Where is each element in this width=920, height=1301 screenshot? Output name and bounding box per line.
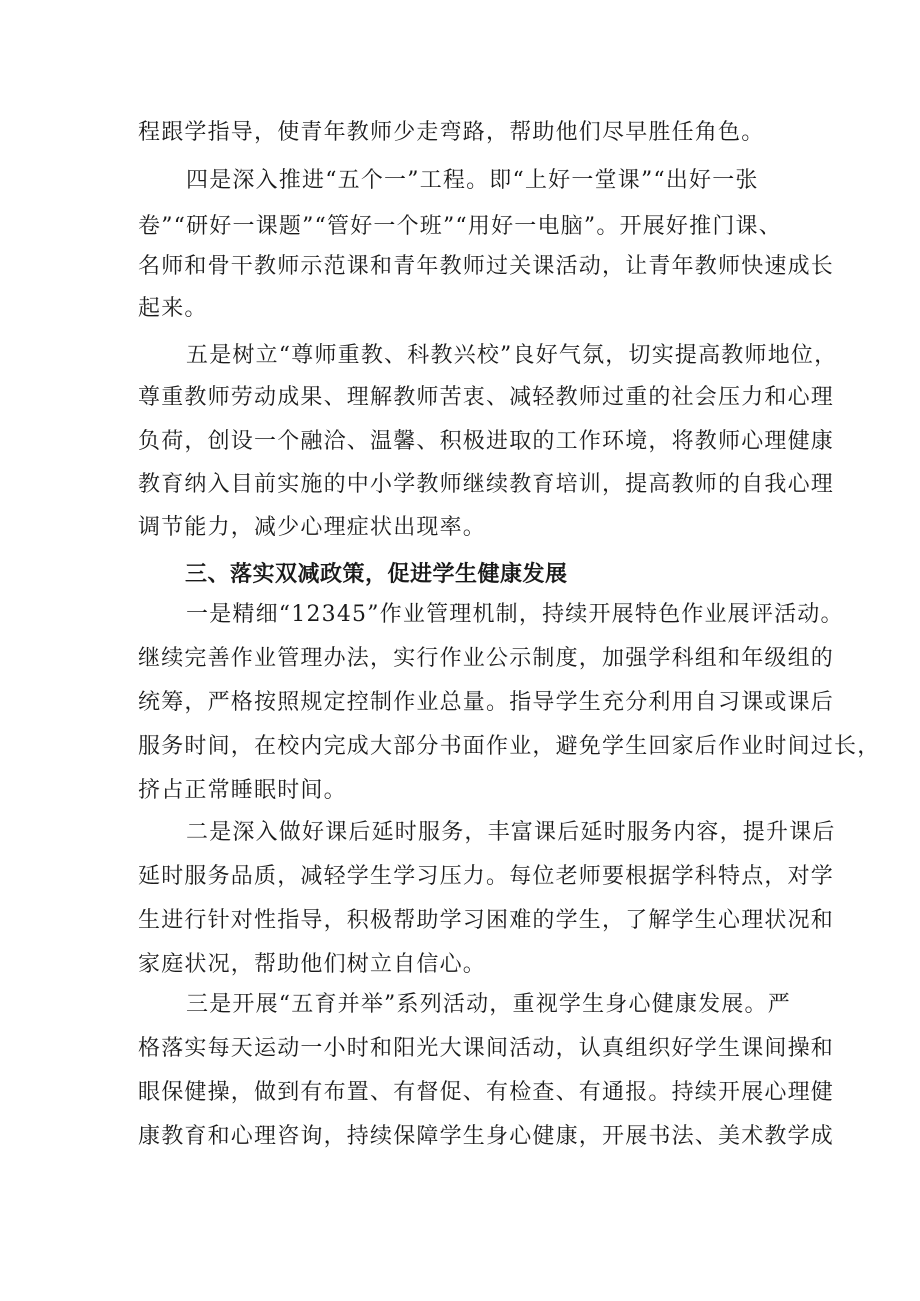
text-line: 三是开展“五育并举”系列活动，重视学生身心健康发展。严 [186, 992, 791, 1017]
text-line: 起来。 [138, 296, 208, 321]
text-line: 生进行针对性指导，积极帮助学习困难的学生，了解学生心理状况和 [138, 908, 835, 933]
text-line: 一是精细“12345”作业管理机制，持续开展特色作业展评活动。 [186, 602, 844, 627]
text-line: 挤占正常睡眠时间。 [138, 778, 347, 803]
text-line: 继续完善作业管理办法，实行作业公示制度，加强学科组和年级组的 [138, 646, 835, 671]
text-line: 负荷，创设一个融洽、温馨、积极进取的工作环境，将教师心理健康 [138, 429, 835, 454]
section-heading: 三、落实双减政策，促进学生健康发展 [185, 562, 568, 587]
text-line: 统筹，严格按照规定控制作业总量。指导学生充分利用自习课或课后 [138, 690, 835, 715]
text-line: 二是深入做好课后延时服务，丰富课后延时服务内容，提升课后 [186, 820, 836, 845]
text-line: 康教育和心理咨询，持续保障学生身心健康，开展书法、美术教学成 [138, 1124, 835, 1149]
text-line: 程跟学指导，使青年教师少走弯路，帮助他们尽早胜任角色。 [138, 120, 765, 145]
text-line: 调节能力，减少心理症状出现率。 [138, 515, 487, 540]
text-line: 五是树立“尊师重教、科教兴校”良好气氛，切实提高教师地位， [186, 343, 838, 368]
text-line: 延时服务品质，减轻学生学习压力。每位老师要根据学科特点，对学 [138, 864, 835, 889]
text-line: 家庭状况，帮助他们树立自信心。 [138, 952, 487, 977]
text-line: 眼保健操，做到有布置、有督促、有检查、有通报。持续开展心理健 [138, 1080, 835, 1105]
text-line: 尊重教师劳动成果、理解教师苦衷、减轻教师过重的社会压力和心理 [138, 385, 835, 410]
text-line: 服务时间，在校内完成大部分书面作业，避免学生回家后作业时间过长， [138, 734, 881, 759]
text-line: 卷”“研好一课题”“管好一个班”“用好一电脑”。开展好推门课、 [138, 214, 782, 239]
text-line: 教育纳入目前实施的中小学教师继续教育培训，提高教师的自我心理 [138, 472, 835, 497]
text-line: 四是深入推进“五个一”工程。即“上好一堂课”“出好一张 [186, 168, 759, 193]
text-line: 名师和骨干教师示范课和青年教师过关课活动，让青年教师快速成长 [138, 254, 835, 279]
text-line: 格落实每天运动一小时和阳光大课间活动，认真组织好学生课间操和 [138, 1036, 835, 1061]
